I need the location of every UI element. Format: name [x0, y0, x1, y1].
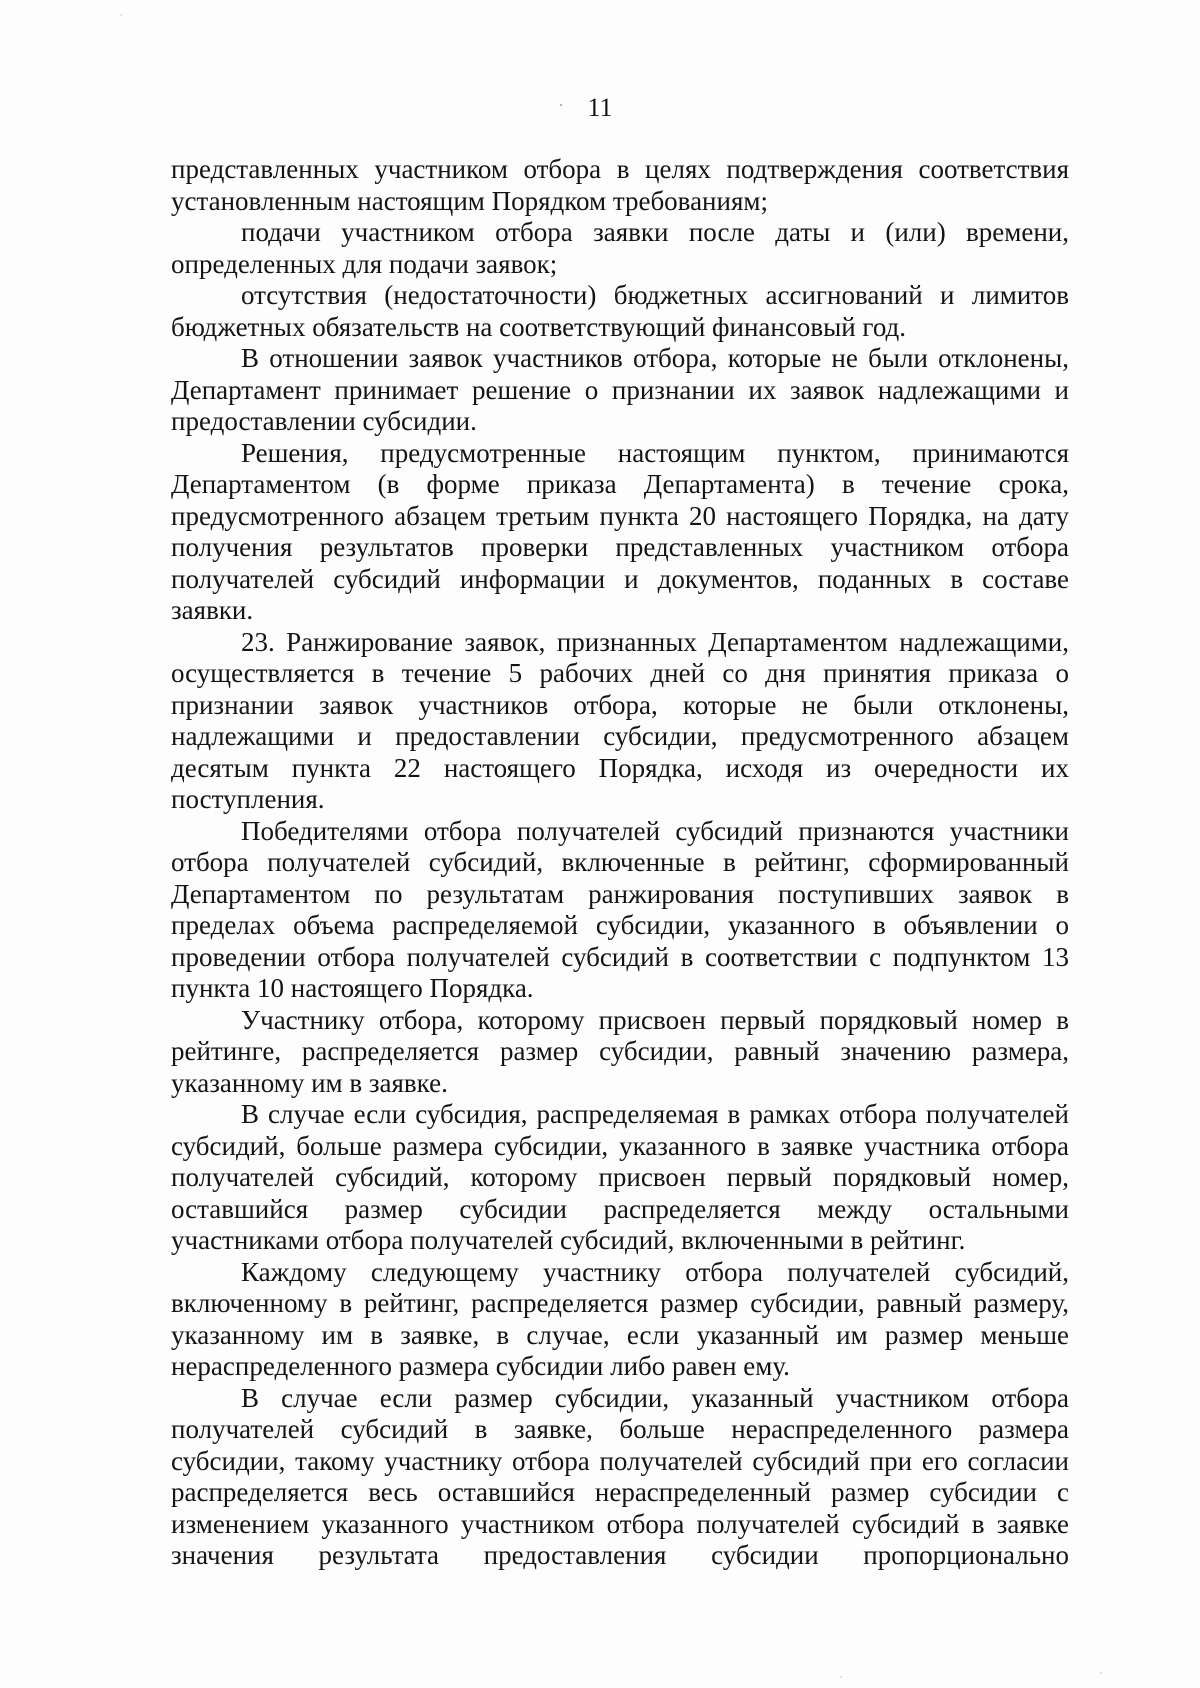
page-number: 11 [587, 93, 613, 122]
paragraph-each-next-participant: Каждому следующему участнику отбора получателей субсидий, включенному в рейтинг, распределяется размер субсидии, равный размеру, указанному им в заявке, в случае, если указанный им размер меньше нераспределенного размера субсидии либо равен ему. [171, 1256, 1069, 1381]
scan-speck [120, 14, 122, 16]
paragraph-budget-insufficiency: отсутствия (недостаточности) бюджетных ассигнований и лимитов бюджетных обязательств на соответствующий финансовый год. [171, 280, 1069, 342]
paragraph-remaining-subsidy: В случае если субсидия, распределяемая в рамках отбора получателей субсидий, больше размера субсидии, указанного в заявке участника отбора получателей субсидий, которому присвоен первый порядковый номер, оставшийся размер субсидии распределяется между остальными участниками отбора получателей субсидий, включенными в рейтинг. [171, 1099, 1069, 1255]
paragraph-first-place: Участнику отбора, которому присвоен первый порядковый номер в рейтинге, распределяется размер субсидии, равный значению размера, указанному им в заявке. [171, 1004, 1069, 1098]
scan-speck [1100, 1672, 1102, 1674]
scan-speck [840, 1676, 842, 1678]
paragraph-clause-23-ranking: 23. Ранжирование заявок, признанных Департаментом надлежащими, осуществляется в течение 5 рабочих дней со дня принятия приказа о признании заявок участников отбора, которые не были отклонены, надлежащими и предоставлении субсидии, предусмотренного абзацем десятым пункта 22 настоящего Порядка, исходя из очередности их поступления. [171, 626, 1069, 814]
paragraph-decisions: Решения, предусмотренные настоящим пунктом, принимаются Департаментом (в форме приказа Департамента) в течение срока, предусмотренного абзацем третьим пункта 20 настоящего Порядка, на дату получения результатов проверки представленных участником отбора получателей субсидий информации и документов, поданных в составе заявки. [171, 437, 1069, 625]
paragraph-winners: Победителями отбора получателей субсидий признаются участники отбора получателей субсидий, включенные в рейтинг, сформированный Департаментом по результатам ранжирования поступивших заявок в пределах объема распределяемой субсидии, указанного в объявлении о проведении отбора получателей субсидий в соответствии с подпунктом 13 пункта 10 настоящего Порядка. [171, 815, 1069, 1003]
scan-speck [560, 104, 562, 106]
document-body [171, 154, 1069, 1572]
paragraph-late-submission: подачи участником отбора заявки после даты и (или) времени, определенных для подачи заявок; [171, 217, 1069, 279]
paragraph-subsidy-exceeds: В случае если размер субсидии, указанный участником отбора получателей субсидий в заявке, больше нераспределенного размера субсидии, такому участнику отбора получателей субсидий при его согласии распределяется весь оставшийся нераспределенный размер субсидии с изменением указанного участником отбора получателей субсидий в заявке значения результата предоставления субсидии пропорционально [171, 1382, 1069, 1570]
paragraph-continuation: представленных участником отбора в целях подтверждения соответствия установленным настоящим Порядком требованиям; [171, 154, 1069, 216]
paragraph-non-rejected-applications: В отношении заявок участников отбора, которые не были отклонены, Департамент принимает решение о признании их заявок надлежащими и предоставлении субсидии. [171, 343, 1069, 436]
